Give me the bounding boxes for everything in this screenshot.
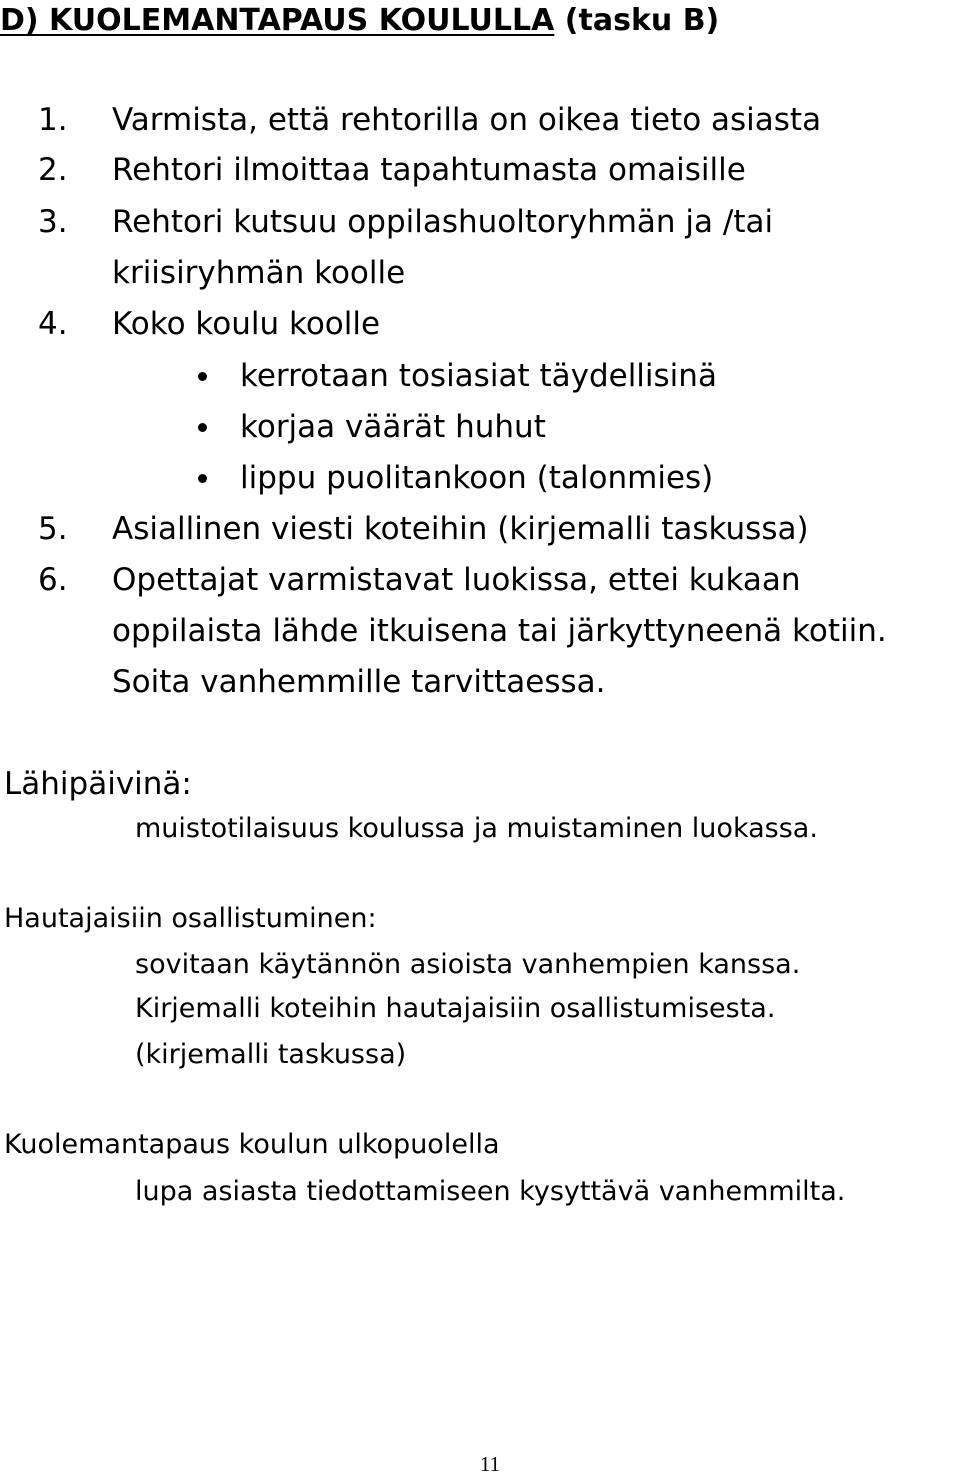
section-heading bbox=[0, 0, 719, 42]
list-text-continued: oppilaista lähde itkuisena tai järkyttyneenä kotiin. bbox=[112, 613, 887, 649]
sub-list-text: lippu puolitankoon (talonmies) bbox=[240, 460, 714, 496]
list-text: Varmista, että rehtorilla on oikea tieto asiasta bbox=[112, 102, 822, 138]
section-text: sovitaan käytännön asioista vanhempien kanssa. bbox=[135, 949, 801, 980]
list-number: 1. bbox=[38, 102, 68, 138]
heading-title: D) KUOLEMANTAPAUS KOULULLA bbox=[0, 3, 555, 38]
page-number: 11 bbox=[479, 1452, 501, 1476]
list-number: 5. bbox=[38, 511, 68, 547]
section-title: Hautajaisiin osallistuminen: bbox=[4, 903, 377, 934]
section-text: (kirjemalli taskussa) bbox=[135, 1039, 407, 1070]
list-number: 4. bbox=[38, 306, 68, 342]
list-text: Opettajat varmistavat luokissa, ettei kukaan bbox=[112, 562, 801, 598]
list-text: Rehtori kutsuu oppilashuoltoryhmän ja /tai bbox=[112, 204, 774, 240]
list-text: Rehtori ilmoittaa tapahtumasta omaisille bbox=[112, 152, 746, 188]
heading-pocket-ref: (tasku B) bbox=[554, 3, 720, 38]
list-number: 3. bbox=[38, 204, 68, 240]
list-number: 2. bbox=[38, 152, 68, 188]
list-text-continued: Soita vanhemmille tarvittaessa. bbox=[112, 664, 606, 700]
bullet-icon bbox=[198, 423, 207, 432]
section-title: Kuolemantapaus koulun ulkopuolella bbox=[4, 1129, 500, 1160]
list-number: 6. bbox=[38, 562, 68, 598]
list-text: Koko koulu koolle bbox=[112, 306, 381, 342]
bullet-icon bbox=[198, 372, 207, 381]
list-text: Asiallinen viesti koteihin (kirjemalli taskussa) bbox=[112, 511, 809, 547]
bullet-icon bbox=[198, 474, 207, 483]
section-text: muistotilaisuus koulussa ja muistaminen luokassa. bbox=[135, 813, 818, 844]
section-text: lupa asiasta tiedottamiseen kysyttävä vanhemmilta. bbox=[135, 1176, 846, 1207]
sub-list-text: kerrotaan tosiasiat täydellisinä bbox=[240, 358, 717, 394]
section-text: Kirjemalli koteihin hautajaisiin osallistumisesta. bbox=[135, 993, 776, 1024]
list-text-continued: kriisiryhmän koolle bbox=[112, 255, 406, 291]
sub-list-text: korjaa väärät huhut bbox=[240, 409, 546, 445]
section-title: Lähipäivinä: bbox=[4, 766, 192, 802]
